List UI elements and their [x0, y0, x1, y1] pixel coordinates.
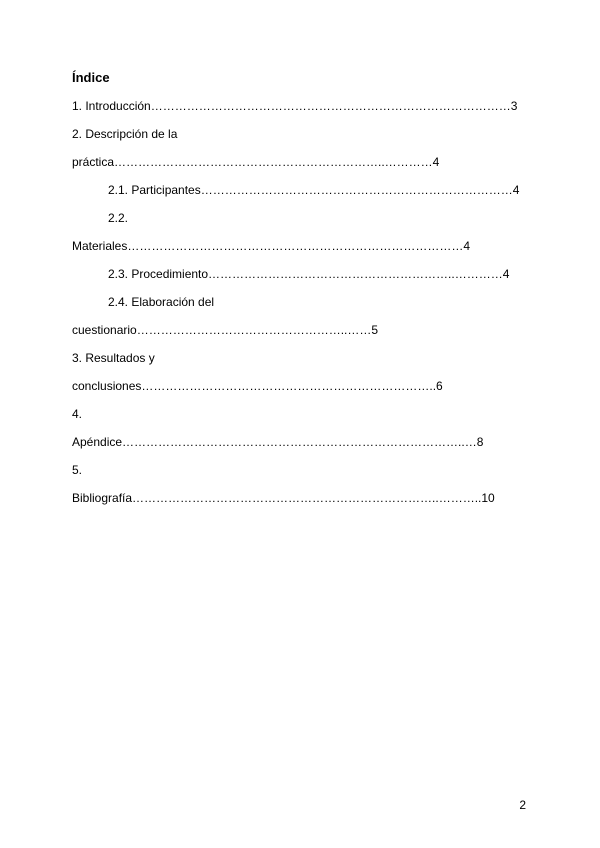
toc-entry-resultados-line2: conclusiones………………………………………………………………..6	[72, 379, 443, 393]
toc-entry-bibliografia-line2: Bibliografía…………………………………………………………………..………..10	[72, 491, 495, 505]
toc-entry-bibliografia-line1: 5.	[72, 463, 83, 477]
toc-entry-descripcion-line2: práctica…………………………………………………………..…………4	[72, 155, 440, 169]
toc-entry-descripcion-line1: 2. Descripción de la	[72, 127, 178, 141]
toc-entry-materiales-line2: Materiales…………………………………………………………………………4	[72, 239, 471, 253]
toc-entry-elaboracion-line1: 2.4. Elaboración del	[108, 295, 215, 309]
toc-entry-apendice-line1: 4.	[72, 407, 83, 421]
toc-entry-participantes: 2.1. Participantes……………………………………………………………………4	[108, 183, 520, 197]
index-title: Índice	[72, 70, 110, 85]
toc-entry-resultados-line1: 3. Resultados y	[72, 351, 155, 365]
toc-entry-elaboracion-line2: cuestionario……………………………………………..……5	[72, 323, 379, 337]
toc-entry-materiales-line1: 2.2.	[108, 211, 129, 225]
toc-entry-procedimiento: 2.3. Procedimiento……………………………………………………..…………4	[108, 267, 510, 281]
toc-entry-apendice-line2: Apéndice…………………………………………………………………………..…8	[72, 435, 484, 449]
toc-entry-introduccion: 1. Introducción………………………………………………………………………………3	[72, 99, 518, 113]
page-number: 2	[519, 798, 526, 812]
